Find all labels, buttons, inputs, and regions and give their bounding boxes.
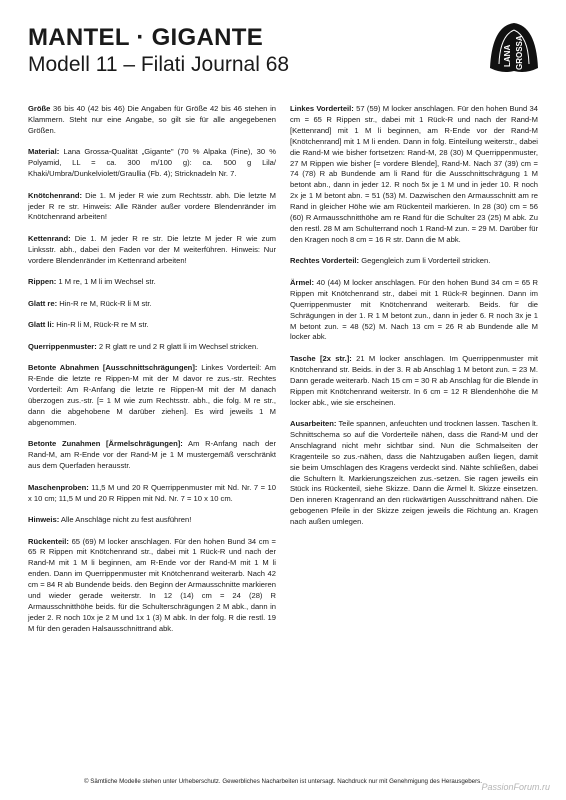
section-heading: Rechtes Vorderteil:: [290, 256, 360, 266]
section-heading: Ärmel:: [290, 277, 315, 287]
section-text: Gegengleich zum li Vorderteil stricken.: [359, 256, 491, 266]
section-heading: Betonte Zunahmen [Ärmelschrägungen]:: [28, 439, 183, 449]
section-paragraph: [290, 354, 538, 409]
section-text: 11,5 M und 20 R Querrippenmuster mit Nd. Nr. 7 = 10 x 10 cm; 11,5 M und 20 R Rippen mit Nd. Nr. 7 = 10 x 10 cm.: [28, 482, 276, 503]
section-text: Hin-R li M, Rück-R re M str.: [54, 320, 149, 330]
right-column: [290, 104, 538, 539]
section-text: Am R-Anfang nach der Rand-M, am R-Ende vor der Rand-M je 1 M mustergemäß verschränkt aus dem Querfaden herausstr.: [28, 439, 276, 471]
section-paragraph: [28, 439, 276, 472]
lana-grossa-logo: [486, 18, 542, 76]
section-paragraph: [290, 419, 538, 528]
svg-text:LANA: LANA: [503, 44, 512, 67]
section-paragraph: [28, 277, 276, 288]
section-heading: Glatt li:: [28, 320, 55, 330]
section-paragraph: [290, 256, 538, 267]
section-text: 21 M locker anschlagen. Im Querrippenmuster mit Knötchenrand str. Beids. in der 3. R ab Anschlag 1 M betont zun. = 23 M. Dann gerade weiterarb. Nach 15 cm = 30 R ab Anschlag für die Blende in Rippen mit Knötchenrand weiterstr. In 6 cm = 12 R Blendenhöhe die M locker abk., wie sie erscheinen.: [290, 353, 538, 407]
section-paragraph: [28, 104, 276, 137]
section-paragraph: [28, 342, 276, 353]
section-text: Hin-R re M, Rück-R li M str.: [57, 298, 152, 308]
page-subtitle: Modell 11 – Filati Journal 68: [28, 53, 290, 76]
section-paragraph: [290, 104, 538, 246]
section-text: 36 bis 40 (42 bis 46) Die Angaben für Größe 42 bis 46 stehen in Klammern. Steht nur eine Angabe, so gilt sie für alle angegebenen Größen.: [28, 104, 276, 135]
section-heading: Ausarbeiten:: [290, 419, 337, 429]
section-text: 1 M re, 1 M li im Wechsel str.: [56, 277, 156, 287]
section-heading: Größe: [28, 104, 51, 113]
section-heading: Kettenrand:: [28, 233, 71, 243]
svg-text:GROSSA: GROSSA: [515, 35, 524, 70]
section-paragraph: [28, 483, 276, 505]
watermark: PassionForum.ru: [481, 782, 550, 792]
section-heading: Maschenproben:: [28, 482, 89, 492]
section-text: Die 1. M jeder R wie zum Rechtsstr. abh. Die letzte M jeder R re str. Hinweis: Alle Ränder außer vordere Blendenränder im Knötchenrand arbeiten!: [28, 190, 276, 222]
page-title: MANTEL · GIGANTE: [28, 24, 264, 51]
section-text: Die 1. M jeder R re str. Die letzte M jeder R wie zum Linksstr. abh., dabei den Faden vor der M weiterführen. Hinweis: Nur vordere Blendenränder im Kettenrand arbeiten!: [28, 233, 276, 265]
left-column: [28, 104, 276, 645]
section-paragraph: [28, 147, 276, 180]
section-heading: Linkes Vorderteil:: [290, 104, 354, 113]
section-heading: Rückenteil:: [28, 536, 69, 546]
section-paragraph: [28, 191, 276, 224]
section-paragraph: [28, 299, 276, 310]
section-heading: Material:: [28, 147, 60, 157]
section-text: Alle Anschläge nicht zu fest ausführen!: [59, 515, 192, 524]
section-heading: Hinweis:: [28, 515, 60, 524]
section-text: 65 (69) M locker anschlagen. Für den hohen Bund 34 cm = 65 R Rippen mit Knötchenrand str., dabei mit 1 Rück-R und nach der Rand-M mit 1 M li beginnen, am R-Ende vor der Rand-M mit 1 M li enden. Dann im Querrippenmuster mit Knötchenrand weiterarb. Nach 42 cm = 84 R ab Bundende beids. den Beginn der Armausschnitte markieren und wieder gerade weiterstr. In 12 (14) cm = 24 (28) R Armausschnitthöhe beids. für die Schulterschrägungen 2 M abk., dann in jeder 2. R noch 10x je 2 M und 1x 1 (3) M abk. In der folg. R die restl. 19 M für den geraden Halsausschnittrand abk.: [28, 536, 276, 633]
section-text: Teile spannen, anfeuchten und trocknen lassen. Taschen lt. Schnittschema so auf die Vorderteile nähen, dass die Rand-M und der Anschlagrand nicht mehr sichtbar sind. Nun die Schmalseiten der Kragenteile so zus.-nähen, dass die Nahtzugaben außen liegen, damit sie beim Umschlagen des Kragens verdeckt sind. Nähte schließen, dabei die Schultern lt. Markierungszeichen zus.-setzen. Sie ragen jeweils ein Stück ins Rückenteil, siehe Skizze. Dann die Ärmel lt. Skizze einsetzen. Den inneren Kragenrand an den rückwärtigen Ausschnittrand nähen. Die gebogenen Pfeile in der Skizze zeigen jeweils die Richtung an. Kragen nach außen umlegen.: [290, 419, 538, 527]
section-text: 57 (59) M locker anschlagen. Für den hohen Bund 34 cm = 65 R Rippen str., dabei mit 1 Rück-R und nach der Rand-M [Kettenrand] mit 1 M li beginnen, am R-Ende vor der Rand-M [Knötchenrand] mit 1 M li enden. Dann in folg. Einteilung weiterstr., dabei die Rand-M wie bisher fortsetzen: Rand-M, 28 (30) M Querrippenmuster, 27 M Rippen wie bisher [= vordere Blende], Rand-M. Nach 37 (39) cm = 74 (78) R ab Bundende am li Rand für die Ausschnittschrägung 1 M betont abn., dann in jeder 12. R noch 5x je 1 M und in jeder 10. R noch 2x je 1 M betont abn. = 51 (53) M. Dazwischen den Armausschnitt am re Rand in gleicher Höhe wie am Rückenteil markieren. In 28 (30) cm = 56 (60) R Armausschnitthöhe am re Rand für die Schulter 23 (25) M abk. Zu den restl. 28 M am Schulterrand noch 1 Rand-M zun. = 29 M. Darüber für den Kragen noch 8 cm = 16 R str. Dann die M abk.: [290, 104, 538, 244]
section-paragraph: [28, 515, 276, 526]
section-paragraph: [28, 363, 276, 428]
section-paragraph: [290, 278, 538, 343]
section-text: Linkes Vorderteil: Am R-Ende die letzte re Rippen-M mit der M davor re zus.-str. Rechtes Vorderteil: Am R-Anfang die letzte re Rippen-M mit der M danach überzogen zus.-str. [= 1 M wie zum Rechtsstr. abh., die folg. M re str., dann die abgehobene M darüber ziehen]. Es wird jeweils 1 M abgenommen.: [28, 363, 276, 427]
section-heading: Tasche [2x str.]:: [290, 353, 352, 363]
section-heading: Querrippenmuster:: [28, 341, 97, 351]
section-paragraph: [28, 537, 276, 635]
section-heading: Knötchenrand:: [28, 190, 82, 200]
section-text: 40 (44) M locker anschlagen. Für den hohen Bund 34 cm = 65 R Rippen mit Knötchenrand str., dabei mit 1 Rück-R beginnen. Dann im Querrippenmuster mit Knötchenrand weiterarb. Beids. für die Schrägungen in der 1. R 1 M betont zun., dann in jeder 6. R noch 3x je 1 M betont zun. = 48 (52) M. Nach 13 cm = 26 R ab Bundende alle M locker abk.: [290, 277, 538, 342]
section-heading: Glatt re:: [28, 298, 58, 308]
section-paragraph: [28, 234, 276, 267]
section-heading: Betonte Abnahmen [Ausschnittschrägungen]:: [28, 363, 198, 373]
section-text: Lana Grossa-Qualität „Gigante" (70 % Alpaka (Fine), 30 % Polyamid, LL = ca. 300 m/100 g): ca. 500 g Lila/ Khaki/Umbra/Dunkelviolett/Graullia (Fb. 4); Stricknadeln Nr. 7.: [28, 147, 276, 179]
copyright-footer: © Sämtliche Modelle stehen unter Urheberschutz. Gewerbliches Nacharbeiten ist untersagt. Nachdruck nur mit Genehmigung des Herausgebers.: [83, 778, 482, 785]
section-heading: Rippen:: [28, 277, 57, 287]
section-text: 2 R glatt re und 2 R glatt li im Wechsel stricken.: [96, 341, 259, 351]
section-paragraph: [28, 320, 276, 331]
